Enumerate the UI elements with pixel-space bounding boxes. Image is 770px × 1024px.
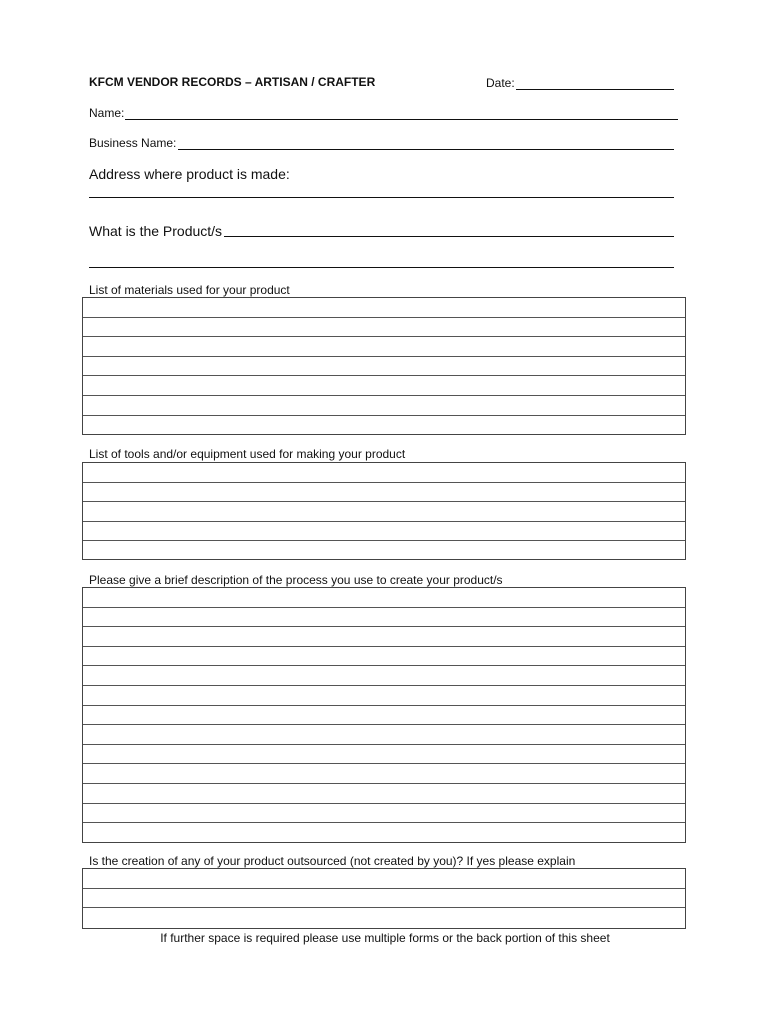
process-row[interactable] <box>83 804 685 824</box>
tools-row[interactable] <box>83 541 685 561</box>
outsourced-label: Is the creation of any of your product outsourced (not created by you)? If yes please explain <box>89 854 576 868</box>
name-label: Name: <box>89 106 125 120</box>
materials-row[interactable] <box>83 298 685 318</box>
business-name-label: Business Name: <box>89 136 177 150</box>
process-row[interactable] <box>83 764 685 784</box>
process-row[interactable] <box>83 725 685 745</box>
process-label: Please give a brief description of the process you use to create your product/s <box>89 573 503 587</box>
product-field[interactable] <box>224 236 674 237</box>
tools-row[interactable] <box>83 483 685 503</box>
name-field[interactable] <box>125 119 678 120</box>
outsourced-table <box>82 868 686 929</box>
tools-row[interactable] <box>83 522 685 542</box>
process-row[interactable] <box>83 823 685 843</box>
materials-row[interactable] <box>83 337 685 357</box>
footer-note: If further space is required please use multiple forms or the back portion of this sheet <box>160 931 610 945</box>
process-row[interactable] <box>83 784 685 804</box>
process-row[interactable] <box>83 647 685 667</box>
business-name-field[interactable] <box>178 149 674 150</box>
materials-row[interactable] <box>83 396 685 416</box>
tools-label: List of tools and/or equipment used for making your product <box>89 447 406 461</box>
process-row[interactable] <box>83 627 685 647</box>
materials-row[interactable] <box>83 376 685 396</box>
process-row[interactable] <box>83 745 685 765</box>
materials-label: List of materials used for your product <box>89 283 290 297</box>
date-label: Date: <box>486 76 515 90</box>
tools-row[interactable] <box>83 502 685 522</box>
product-label: What is the Product/s <box>89 223 223 239</box>
materials-row[interactable] <box>83 357 685 377</box>
date-field[interactable] <box>516 89 674 90</box>
process-table <box>82 587 686 843</box>
materials-row[interactable] <box>83 416 685 436</box>
outsourced-row[interactable] <box>83 908 685 928</box>
address-label: Address where product is made: <box>89 166 290 182</box>
outsourced-row[interactable] <box>83 869 685 889</box>
outsourced-row[interactable] <box>83 889 685 909</box>
form-title: KFCM VENDOR RECORDS – ARTISAN / CRAFTER <box>89 75 376 89</box>
tools-row[interactable] <box>83 463 685 483</box>
process-row[interactable] <box>83 666 685 686</box>
materials-table <box>82 297 686 435</box>
tools-table <box>82 462 686 560</box>
product-field-continued[interactable] <box>89 267 674 268</box>
address-field[interactable] <box>89 197 674 198</box>
process-row[interactable] <box>83 608 685 628</box>
process-row[interactable] <box>83 588 685 608</box>
process-row[interactable] <box>83 706 685 726</box>
process-row[interactable] <box>83 686 685 706</box>
materials-row[interactable] <box>83 318 685 338</box>
